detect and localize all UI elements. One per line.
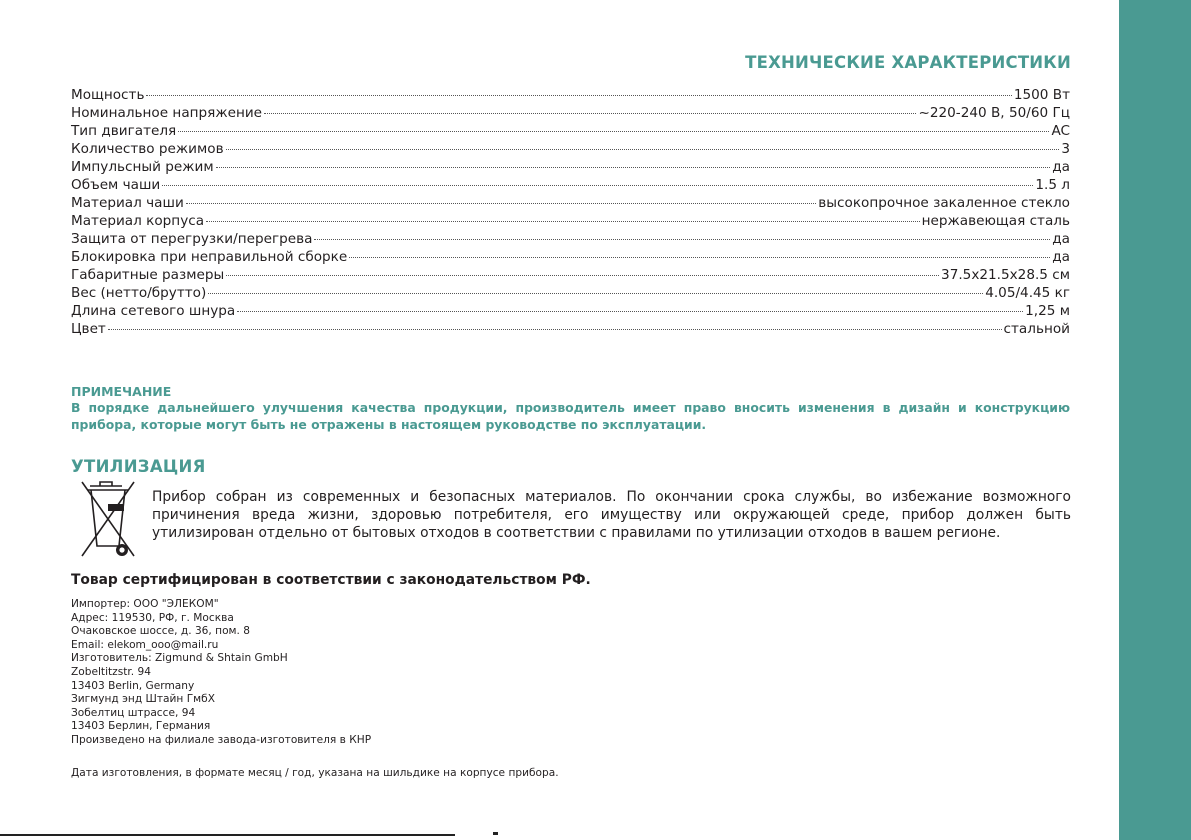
spec-row [71, 122, 1070, 140]
dot-leader [314, 239, 1050, 240]
spec-label: Мощность [71, 87, 145, 103]
certification-statement: Товар сертифицирован в соответствии с законодательством РФ. [71, 572, 591, 588]
importer-line: Очаковское шоссе, д. 36, пом. 8 [71, 625, 251, 638]
specs-title: ТЕХНИЧЕСКИЕ ХАРАКТЕРИСТИКИ [745, 53, 1071, 72]
spec-label: Цвет [71, 321, 106, 337]
spec-row [71, 320, 1070, 338]
spec-label: Объем чаши [71, 177, 161, 193]
specs-list [71, 86, 1070, 338]
spec-value: 1500 Вт [1013, 87, 1070, 103]
spec-value: да [1052, 231, 1070, 247]
manufacture-date-note: Дата изготовления, в формате месяц / год, указана на шильдике на корпусе прибора. [71, 767, 559, 779]
spec-row [71, 248, 1070, 266]
dot-leader [349, 257, 1050, 258]
importer-line: Изготовитель: Zigmund & Shtain GmbH [71, 652, 288, 665]
spec-label: Вес (нетто/брутто) [71, 285, 207, 301]
spec-label: Материал чаши [71, 195, 184, 211]
spec-row [71, 194, 1070, 212]
spec-label: Импульсный режим [71, 159, 214, 175]
dot-leader [108, 329, 1002, 330]
dot-leader [208, 293, 983, 294]
dot-leader [146, 95, 1011, 96]
spec-value: 1,25 м [1025, 303, 1070, 319]
dot-leader [162, 185, 1033, 186]
spec-value: ~220-240 В, 50/60 Гц [918, 105, 1070, 121]
spec-value: да [1052, 249, 1070, 265]
spec-row [71, 212, 1070, 230]
importer-line: Email: elekom_ooo@mail.ru [71, 638, 219, 651]
dot-leader [226, 149, 1060, 150]
importer-line: Зигмунд энд Штайн ГмбХ [71, 693, 215, 706]
spec-row [71, 230, 1070, 248]
spec-row [71, 104, 1070, 122]
importer-line: Зобелтиц штрассе, 94 [71, 706, 196, 719]
bottom-mark [493, 832, 498, 835]
importer-line: 13403 Берлин, Германия [71, 720, 211, 733]
spec-value: 37.5x21.5x28.5 см [941, 267, 1070, 283]
spec-row [71, 140, 1070, 158]
spec-value: 1.5 л [1035, 177, 1070, 193]
importer-info [71, 598, 371, 748]
spec-row [71, 86, 1070, 104]
spec-value: да [1052, 159, 1070, 175]
spec-row [71, 302, 1070, 320]
importer-line: Импортер: ООО "ЭЛЕКОМ" [71, 598, 219, 610]
dot-leader [206, 221, 920, 222]
dot-leader [186, 203, 817, 204]
spec-label: Защита от перегрузки/перегрева [71, 231, 313, 247]
spec-value: 4.05/4.45 кг [985, 285, 1070, 301]
crossed-out-wheelie-bin-icon [78, 480, 138, 564]
note-title: ПРИМЕЧАНИЕ [71, 384, 172, 399]
bottom-rule [0, 834, 455, 836]
spec-label: Блокировка при неправильной сборке [71, 249, 348, 265]
spec-value: AC [1051, 123, 1070, 139]
importer-line: Произведено на филиале завода-изготовителя в КНР [71, 733, 372, 746]
spec-row [71, 158, 1070, 176]
spec-row [71, 284, 1070, 302]
disposal-title: УТИЛИЗАЦИЯ [71, 457, 206, 476]
spec-label: Количество режимов [71, 141, 224, 157]
spec-label: Тип двигателя [71, 123, 177, 139]
spec-label: Материал корпуса [71, 213, 205, 229]
spec-row [71, 176, 1070, 194]
spec-value: стальной [1003, 321, 1070, 337]
spec-value: нержавеющая сталь [921, 213, 1070, 229]
dot-leader [237, 311, 1023, 312]
disposal-text: Прибор собран из современных и безопасных материалов. По окончании срока службы, во избежание возможного причинения вреда жизни, здоровью потребителя, его имуществу или окружающей среде, прибор должен быть утилизирован отдельно от бытовых отходов в соответствии с правилами по утилизации отходов в вашем регионе. [152, 489, 1071, 541]
side-color-band [1119, 0, 1191, 840]
dot-leader [216, 167, 1051, 168]
dot-leader [264, 113, 916, 114]
spec-label: Габаритные размеры [71, 267, 225, 283]
importer-line: 13403 Berlin, Germany [71, 679, 195, 692]
spec-row [71, 266, 1070, 284]
spec-value: 3 [1061, 141, 1070, 157]
spec-label: Длина сетевого шнура [71, 303, 236, 319]
spec-label: Номинальное напряжение [71, 105, 263, 121]
importer-line: Адрес: 119530, РФ, г. Москва [71, 611, 234, 624]
dot-leader [226, 275, 939, 276]
spec-value: высокопрочное закаленное стекло [818, 195, 1070, 211]
note-text: В порядке дальнейшего улучшения качества продукции, производитель имеет право вносить изменения в дизайн и конструкцию прибора, которые могут быть не отражены в настоящем руководстве по эксплуатации. [71, 400, 1070, 432]
dot-leader [178, 131, 1049, 132]
importer-line: Zobeltitzstr. 94 [71, 665, 152, 678]
